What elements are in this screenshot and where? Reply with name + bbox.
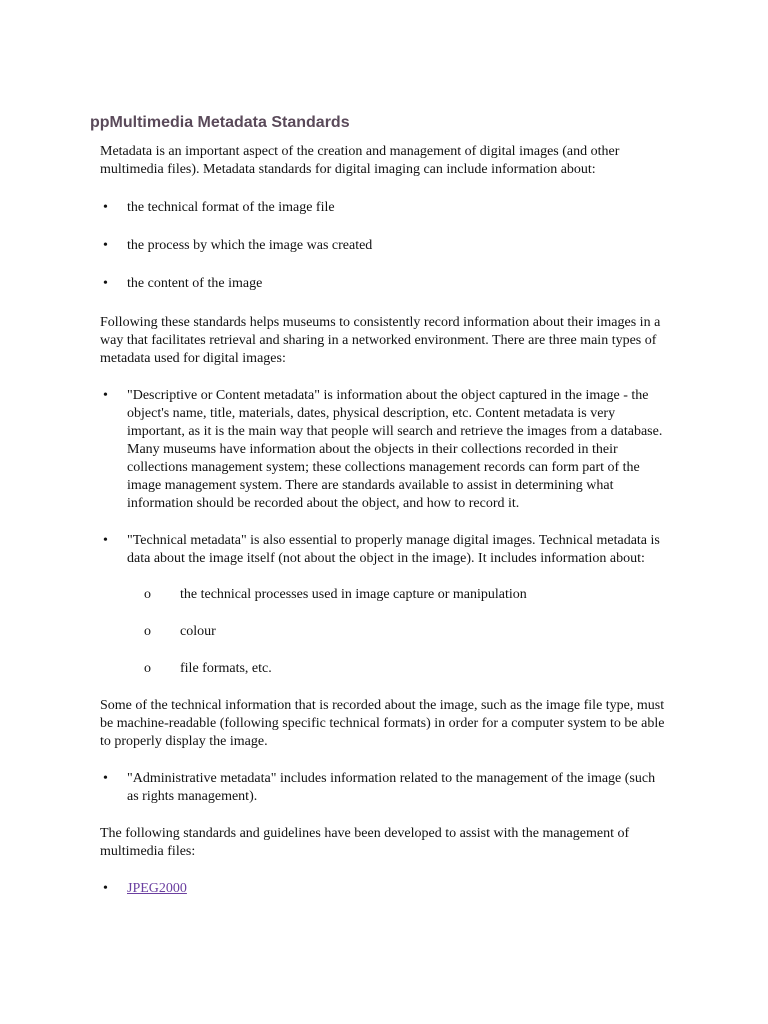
bullet-icon: • — [103, 276, 108, 291]
bullet-icon: • — [103, 771, 108, 786]
bullet-icon: • — [103, 200, 108, 215]
circle-bullet-icon: o — [144, 624, 151, 639]
sub-list-item-text: file formats, etc. — [180, 661, 272, 676]
circle-bullet-icon: o — [144, 661, 151, 676]
list-item-text: "Administrative metadata" includes information related to the management of the image (such as rights management). — [127, 771, 656, 804]
bullet-icon: • — [103, 238, 108, 253]
list-item — [100, 199, 670, 217]
sub-list-item — [100, 586, 670, 604]
sub-list-item — [100, 623, 670, 641]
circle-bullet-icon: o — [144, 587, 151, 602]
list-item — [100, 880, 670, 898]
types-paragraph: Following these standards helps museums to consistently record information about their images in a way that facilitates retrieval and sharing in a networked environment. There are three main types of metadata used for digital images: — [100, 315, 661, 366]
standards-paragraph: The following standards and guidelines have been developed to assist with the management of multimedia files: — [100, 826, 630, 859]
list-item-text: the content of the image — [127, 276, 263, 291]
list-item-technical — [100, 532, 670, 568]
jpeg2000-link[interactable]: JPEG2000 — [127, 881, 187, 896]
list-item-text: "Technical metadata" is also essential to properly manage digital images. Technical metadata is data about the image itself (not about the object in the image). It includes information about: — [127, 533, 660, 566]
technical-sub-list — [100, 586, 670, 678]
sub-list-item-text: colour — [180, 624, 216, 639]
sub-list-item-text: the technical processes used in image capture or manipulation — [180, 587, 527, 602]
administrative-list — [100, 770, 670, 806]
bullet-icon: • — [103, 533, 108, 548]
standards-link-list — [100, 880, 670, 898]
list-item — [100, 275, 670, 293]
list-item-administrative — [100, 770, 670, 806]
bullet-icon: • — [103, 881, 108, 896]
list-item-text: the process by which the image was created — [127, 238, 373, 253]
list-item-descriptive — [100, 387, 670, 513]
page-title: ppMultimedia Metadata Standards — [90, 114, 350, 131]
intro-paragraph: Metadata is an important aspect of the creation and management of digital images (and other multimedia files). Metadata standards for digital imaging can include information about: — [100, 144, 620, 177]
list-item-text: "Descriptive or Content metadata" is information about the object captured in the image - the object's name, title, materials, dates, physical description, etc. Content metadata is very important, as it is the main way that people will search and retrieve the images from a database. Many museums have information about the objects in their collections recorded in their collections management system; these collections management records can form part of the image management system. There are standards available to assist in determining what information should be recorded about the object, and how to record it. — [127, 388, 663, 511]
intro-bullet-list — [100, 199, 670, 293]
list-item-text: the technical format of the image file — [127, 200, 335, 215]
document-body — [100, 143, 670, 898]
bullet-icon: • — [103, 388, 108, 403]
machine-readable-paragraph: Some of the technical information that is recorded about the image, such as the image file type, must be machine-readable (following specific technical formats) in order for a computer system to be able to properly display the image. — [100, 698, 665, 749]
sub-list-item — [100, 660, 670, 678]
metadata-types-list — [100, 387, 670, 568]
list-item — [100, 237, 670, 255]
